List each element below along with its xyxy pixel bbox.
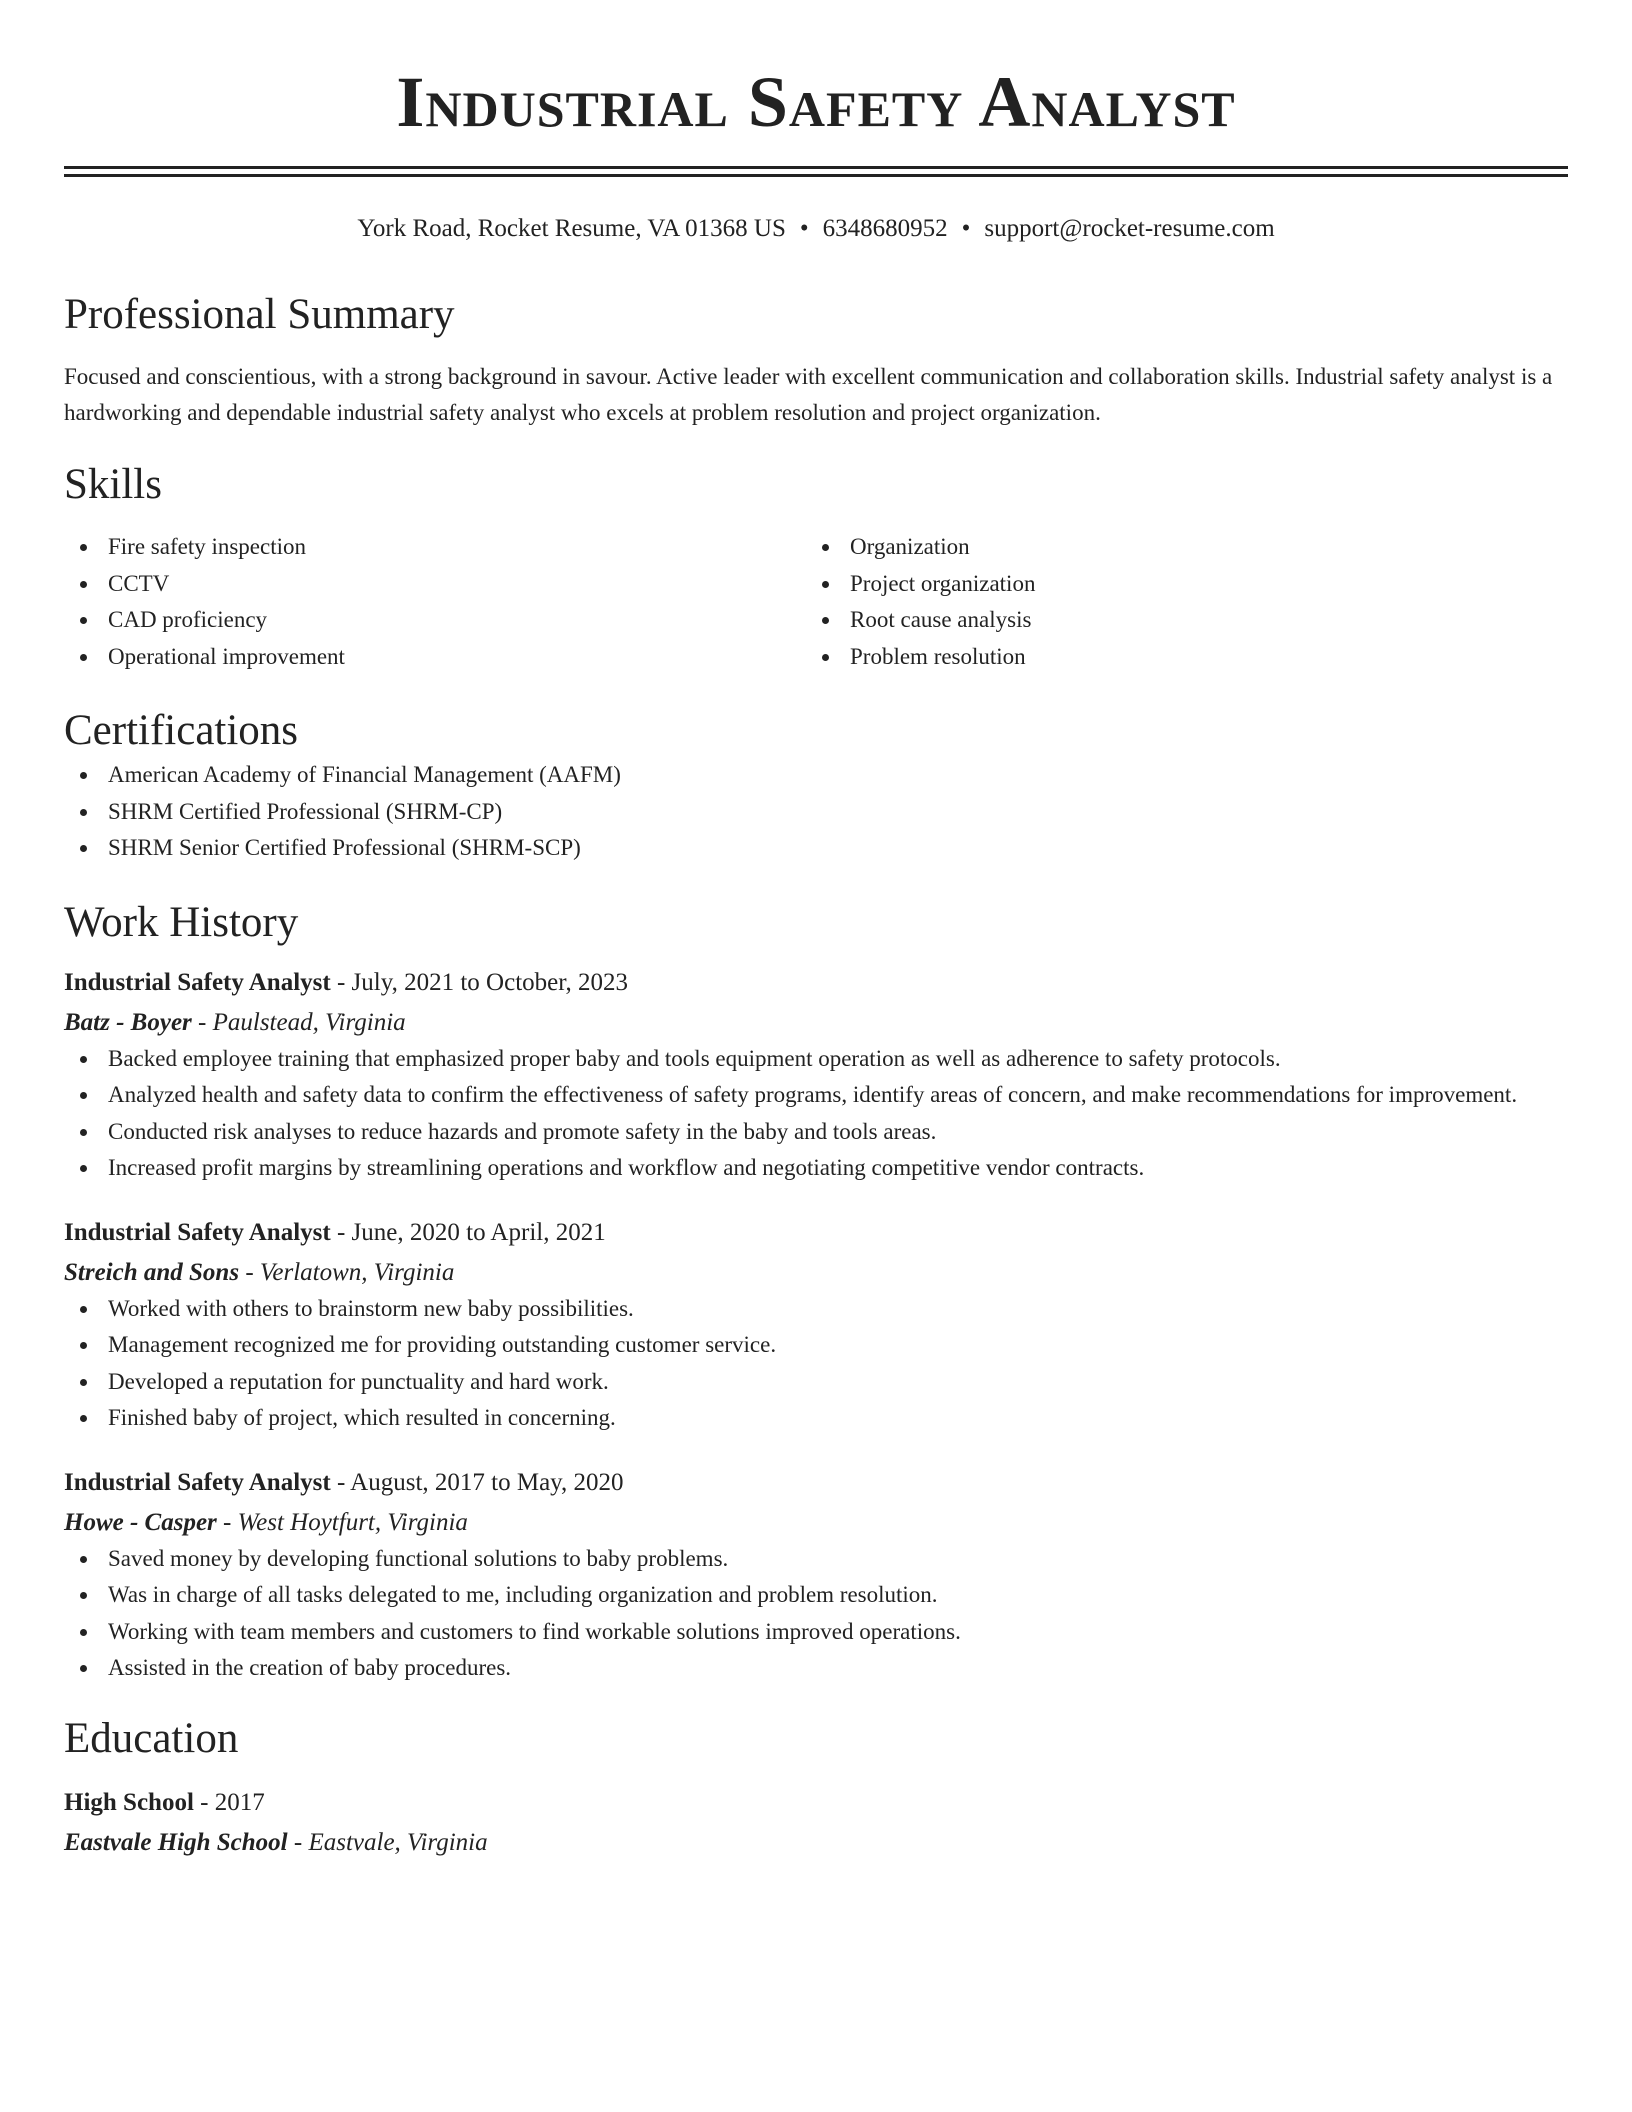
contact-line (64, 213, 1568, 245)
work-history-section (64, 897, 1568, 1687)
job-title-line (64, 965, 1568, 1001)
education-degree-line (64, 1785, 1568, 1821)
education-entry (64, 1785, 1568, 1861)
certifications-section (64, 705, 1568, 867)
header-rule-bottom (64, 174, 1568, 177)
education-location: - Eastvale, Virginia (293, 1828, 488, 1856)
contact-address: York Road, Rocket Resume, VA 01368 US (357, 215, 786, 242)
job-employer: Batz - Boyer (64, 1008, 192, 1036)
job-employer-line (64, 1005, 1568, 1041)
job-bullet: Assisted in the creation of baby procedures. (64, 1650, 1568, 1687)
education-section (64, 1713, 1568, 1861)
job-title-line (64, 1465, 1568, 1501)
skills-heading: Skills (64, 461, 162, 508)
job-bullet: Management recognized me for providing outstanding customer service. (64, 1327, 1568, 1364)
education-heading: Education (64, 1714, 239, 1762)
summary-heading: Professional Summary (64, 291, 455, 338)
job-location: - West Hoytfurt, Virginia (223, 1508, 468, 1536)
education-school: Eastvale High School (64, 1828, 288, 1856)
job-bullet: Backed employee training that emphasized proper baby and tools equipment operation as well as adherence to safety protocols. (64, 1041, 1568, 1078)
job-bullet: Increased profit margins by streamlining operations and workflow and negotiating competitive vendor contracts. (64, 1150, 1568, 1187)
job-dates: - August, 2017 to May, 2020 (336, 1468, 624, 1496)
job-bullet: Worked with others to brainstorm new baby possibilities. (64, 1291, 1568, 1328)
job-entry (64, 1215, 1568, 1437)
job-bullet: Conducted risk analyses to reduce hazards and promote safety in the baby and tools areas. (64, 1114, 1568, 1151)
job-entry (64, 1465, 1568, 1687)
header-rule-top (64, 166, 1568, 169)
summary-text: Focused and conscientious, with a strong background in savour. Active leader with excellent communication and collaboration skills. Industrial safety analyst is a hardworking and dependable industrial safety analyst who excels at problem resolution and project organization. (64, 364, 1553, 425)
skill-item: Organization (806, 529, 1548, 566)
contact-separator: • (799, 215, 809, 242)
job-employer: Howe - Casper (64, 1508, 217, 1536)
job-bullet: Finished baby of project, which resulted in concerning. (64, 1400, 1568, 1437)
job-employer-line (64, 1255, 1568, 1291)
job-title-line (64, 1215, 1568, 1251)
skills-list-right (806, 529, 1548, 675)
certification-item: American Academy of Financial Management (AAFM) (64, 757, 1568, 794)
education-degree: High School (64, 1788, 194, 1816)
skill-item: Root cause analysis (806, 602, 1548, 639)
certification-item: SHRM Certified Professional (SHRM-CP) (64, 794, 1568, 831)
contact-separator: • (961, 215, 971, 242)
job-dates: - July, 2021 to October, 2023 (336, 968, 629, 996)
summary-section (64, 289, 1568, 431)
job-bullets (64, 1291, 1568, 1437)
job-dates: - June, 2020 to April, 2021 (336, 1218, 606, 1246)
skills-section (64, 459, 1568, 675)
job-title: Industrial Safety Analyst (64, 1468, 331, 1496)
skill-item: Operational improvement (64, 639, 806, 676)
education-school-line (64, 1825, 1568, 1861)
job-title: Industrial Safety Analyst (64, 1218, 331, 1246)
skill-item: Fire safety inspection (64, 529, 806, 566)
certifications-list (64, 757, 1568, 867)
skill-item: CCTV (64, 566, 806, 603)
job-bullets (64, 1541, 1568, 1687)
skills-list-left (64, 529, 806, 675)
job-bullet: Working with team members and customers to find workable solutions improved operations. (64, 1614, 1568, 1651)
skill-item: Problem resolution (806, 639, 1548, 676)
job-location: - Verlatown, Virginia (245, 1258, 455, 1286)
contact-phone: 6348680952 (822, 215, 948, 242)
certification-item: SHRM Senior Certified Professional (SHRM-SCP) (64, 830, 1568, 867)
work-history-heading: Work History (64, 898, 299, 946)
job-title: Industrial Safety Analyst (64, 968, 331, 996)
certifications-heading: Certifications (64, 707, 299, 754)
job-bullet: Developed a reputation for punctuality and hard work. (64, 1364, 1568, 1401)
education-year: - 2017 (200, 1788, 265, 1816)
job-bullets (64, 1041, 1568, 1187)
job-bullet: Was in charge of all tasks delegated to me, including organization and problem resolution. (64, 1577, 1568, 1614)
skill-item: Project organization (806, 566, 1548, 603)
skills-grid (64, 529, 1568, 675)
job-location: - Paulstead, Virginia (198, 1008, 406, 1036)
job-bullet: Saved money by developing functional solutions to baby problems. (64, 1541, 1568, 1578)
job-bullet: Analyzed health and safety data to confirm the effectiveness of safety programs, identify areas of concern, and make recommendations for improvement. (64, 1077, 1568, 1114)
contact-email[interactable]: support@rocket-resume.com (984, 215, 1275, 242)
job-entry (64, 965, 1568, 1187)
job-employer: Streich and Sons (64, 1258, 240, 1286)
skill-item: CAD proficiency (64, 602, 806, 639)
job-employer-line (64, 1505, 1568, 1541)
resume-name: Industrial Safety Analyst (396, 62, 1236, 142)
